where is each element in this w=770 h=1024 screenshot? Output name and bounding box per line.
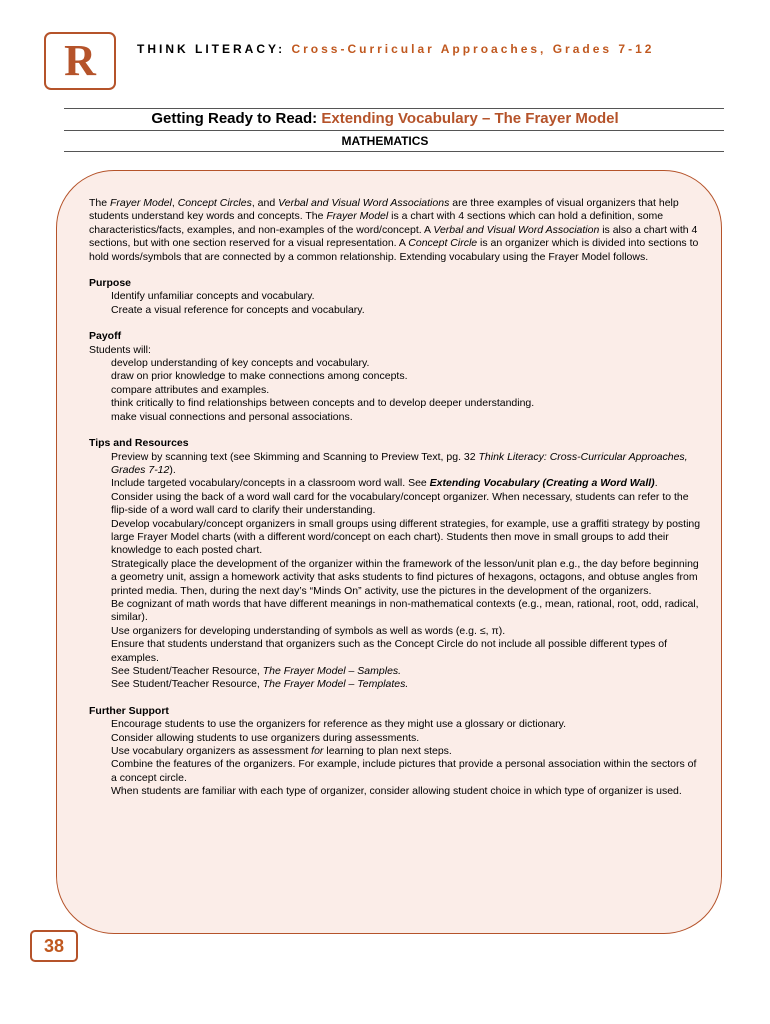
- tip-item: [89, 558, 701, 598]
- text-run: Preview by scanning text (see Skimming and Scanning to Preview Text, pg. 32: [111, 450, 479, 463]
- text-run: The Frayer Model – Samples.: [262, 665, 402, 677]
- text-run: Verbal and Visual Word Association: [433, 223, 600, 236]
- subject-heading: MATHEMATICS: [341, 134, 429, 148]
- text-run: Concept Circles: [177, 197, 252, 209]
- tip-item: [89, 518, 701, 558]
- payoff-item: think critically to find relationships between concepts and to develop deeper understanding.: [111, 397, 535, 410]
- text-run: is also a chart with 4 sections, but with one section reserved for a visual representation. A: [89, 223, 698, 250]
- title-topic: Extending Vocabulary – The Frayer Model: [321, 110, 619, 127]
- payoff-item: compare attributes and examples.: [111, 383, 270, 396]
- title-rule-bottom: [64, 151, 724, 152]
- text-run: Be cognizant of math words that have different meanings in non-mathematical contexts (e.g., mean, rational, root, odd, radical, similar).: [111, 597, 699, 624]
- text-run: ).: [169, 463, 176, 476]
- further-support-item: [89, 718, 701, 731]
- text-run: When students are familiar with each type of organizer, consider allowing student choice in which type of organizer is used.: [111, 785, 682, 798]
- purpose-heading: Purpose: [89, 277, 132, 290]
- series-subtitle: Cross-Curricular Approaches, Grades 7-12: [291, 42, 655, 56]
- tip-item: [89, 598, 701, 625]
- text-run: is a chart with 4 sections which can hold a definition, some characteristics/facts, examples, and non-examples of the word/concept. A: [89, 210, 664, 236]
- section-letter: R: [64, 36, 96, 85]
- text-run: ,: [171, 197, 178, 209]
- text-run: Concept Circle: [408, 237, 478, 250]
- purpose-item: Create a visual reference for concepts and vocabulary.: [111, 303, 365, 316]
- text-run: The Frayer Model – Templates.: [262, 678, 409, 691]
- purpose-list: [89, 290, 701, 317]
- title-lead: Getting Ready to Read:: [151, 110, 318, 127]
- text-run: for: [311, 745, 324, 758]
- payoff-list: [89, 357, 701, 424]
- payoff-item: develop understanding of key concepts and vocabulary.: [111, 357, 370, 370]
- page-number: 38: [30, 930, 78, 962]
- tips-list: [89, 451, 701, 692]
- series-title: THINK LITERACY:: [137, 42, 286, 56]
- title-rule-middle: [64, 130, 724, 131]
- text-run: Use organizers for developing understanding of symbols as well as words (e.g. ≤, π).: [111, 624, 506, 637]
- text-run: Combine the features of the organizers. For example, include pictures that provide a personal association within the sectors of a concept circle.: [111, 758, 697, 784]
- text-run: Extending Vocabulary (Creating a Word Wall): [429, 477, 655, 490]
- further-support-heading: Further Support: [89, 704, 169, 717]
- text-run: Frayer Model: [326, 210, 389, 223]
- tip-item: [89, 491, 701, 518]
- tip-item: [89, 625, 701, 638]
- text-run: Strategically place the development of the organizer within the framework of the lesson/unit plan e.g., the day before beginning a geometry unit, assign a homework activity that asks students to find pictures of hexagons, octagons, and obtuse angles from printed media. Then, during the next day’s “Minds On” activity, use the pictures in the development of the organizers.: [111, 557, 699, 597]
- tip-item: [89, 477, 701, 490]
- payoff-heading: Payoff: [89, 330, 122, 343]
- tips-heading: Tips and Resources: [89, 437, 189, 450]
- title-rule-top: [64, 108, 724, 109]
- further-support-list: [89, 718, 701, 798]
- text-run: learning to plan next steps.: [323, 745, 452, 758]
- tip-item: [89, 638, 701, 665]
- text-run: The: [89, 197, 111, 209]
- text-run: See Student/Teacher Resource,: [111, 678, 263, 691]
- text-run: Think Literacy: Cross-Curricular Approaches, Grades 7-12: [111, 450, 688, 476]
- further-support-item: [89, 732, 701, 745]
- content-body: [89, 197, 701, 799]
- text-run: Frayer Model: [110, 197, 172, 209]
- section-badge: [44, 32, 116, 90]
- text-run: Encourage students to use the organizers for reference as they might use a glossary or dictionary.: [111, 718, 567, 731]
- text-run: Ensure that students understand that organizers such as the Concept Circle do not include all possible different types of examples.: [111, 638, 668, 664]
- tip-item: [89, 678, 701, 691]
- page-title: [0, 110, 770, 127]
- tip-item: [89, 451, 701, 478]
- text-run: Include targeted vocabulary/concepts in a classroom word wall. See: [111, 477, 430, 490]
- text-run: are three examples of visual organizers that help students understand key words and concepts. The: [89, 197, 679, 223]
- payoff-item: draw on prior knowledge to make connections among concepts.: [111, 370, 408, 383]
- further-support-item: [89, 745, 701, 758]
- text-run: is an organizer which is divided into sections to hold words/symbols that are connected by a common relationship. Extending vocabulary using the Frayer Model follows.: [89, 237, 699, 263]
- payoff-item: make visual connections and personal associations.: [111, 410, 353, 423]
- further-support-item: [89, 785, 701, 798]
- purpose-item: Identify unfamiliar concepts and vocabulary.: [111, 290, 315, 303]
- text-run: See Student/Teacher Resource,: [111, 665, 263, 677]
- text-run: Develop vocabulary/concept organizers in small groups using different strategies, for example, use a graffiti strategy by posting large Frayer Model charts (with a different word/concept on each chart). Students then move in small groups to add their knowledge to each posted chart.: [111, 517, 701, 557]
- text-run: , and: [251, 197, 279, 209]
- text-run: Verbal and Visual Word Associations: [278, 197, 450, 209]
- intro-paragraph: [89, 197, 701, 264]
- running-header: [137, 42, 654, 56]
- text-run: Use vocabulary organizers as assessment: [111, 745, 312, 758]
- text-run: .: [654, 477, 658, 490]
- tip-item: [89, 665, 701, 678]
- payoff-lead: Students will:: [89, 343, 151, 356]
- further-support-item: [89, 758, 701, 785]
- text-run: Consider allowing students to use organizers during assessments.: [111, 731, 420, 744]
- text-run: Consider using the back of a word wall card for the vocabulary/concept organizer. When necessary, students can refer to the flip-side of a word wall card to clarify their understanding.: [111, 490, 689, 517]
